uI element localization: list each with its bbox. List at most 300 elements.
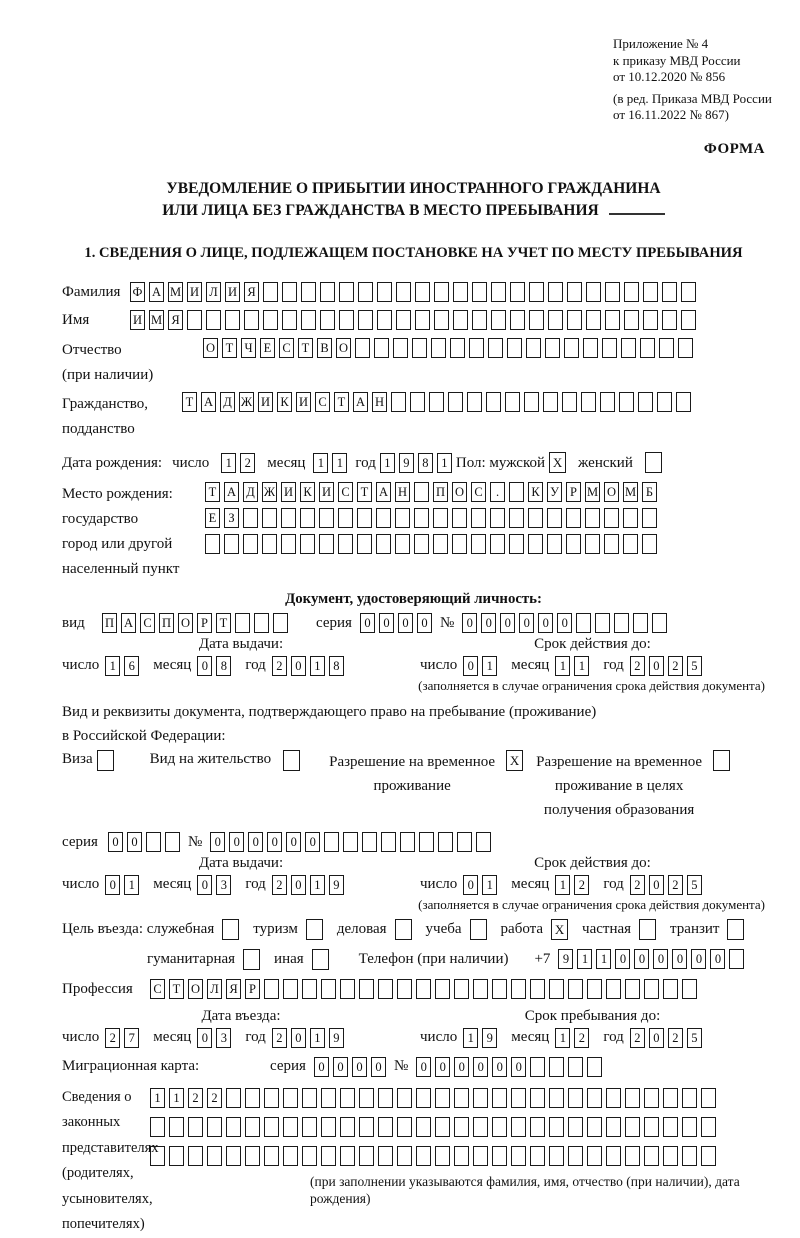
char-cell[interactable] (549, 1057, 564, 1077)
char-cell[interactable] (431, 338, 446, 358)
char-cell[interactable]: Ж (262, 482, 277, 502)
char-cell[interactable] (301, 282, 316, 302)
char-cell[interactable] (545, 338, 560, 358)
char-cell[interactable] (419, 832, 434, 852)
char-cell[interactable] (511, 1088, 526, 1108)
char-cell[interactable]: С (140, 613, 155, 633)
char-cell[interactable]: 0 (352, 1057, 367, 1077)
char-cell[interactable] (509, 482, 524, 502)
char-cell[interactable]: М (149, 310, 164, 330)
char-cell[interactable] (469, 338, 484, 358)
char-cell[interactable] (490, 508, 505, 528)
char-cell[interactable] (510, 310, 525, 330)
purpose-other-checkbox[interactable] (312, 949, 329, 970)
char-cell[interactable] (381, 832, 396, 852)
char-cell[interactable] (566, 534, 581, 554)
char-cell[interactable]: 1 (482, 656, 497, 676)
char-cell[interactable]: 2 (188, 1088, 203, 1108)
char-cell[interactable] (624, 310, 639, 330)
char-cell[interactable] (548, 310, 563, 330)
char-cell[interactable]: О (452, 482, 467, 502)
char-cell[interactable]: М (623, 482, 638, 502)
char-cell[interactable] (492, 979, 507, 999)
char-cell[interactable] (282, 310, 297, 330)
char-cell[interactable] (568, 1088, 583, 1108)
char-cell[interactable]: 1 (124, 875, 139, 895)
char-cell[interactable] (543, 392, 558, 412)
char-cell[interactable] (395, 508, 410, 528)
char-cell[interactable] (586, 282, 601, 302)
char-cell[interactable]: Н (395, 482, 410, 502)
char-cell[interactable]: С (338, 482, 353, 502)
char-cell[interactable]: 0 (105, 875, 120, 895)
char-cell[interactable] (682, 1117, 697, 1137)
char-cell[interactable]: 0 (305, 832, 320, 852)
char-cell[interactable] (604, 508, 619, 528)
char-cell[interactable] (150, 1117, 165, 1137)
char-cell[interactable]: 0 (416, 1057, 431, 1077)
char-cell[interactable] (415, 282, 430, 302)
char-cell[interactable] (273, 613, 288, 633)
char-cell[interactable] (633, 613, 648, 633)
char-cell[interactable]: 2 (630, 656, 645, 676)
char-cell[interactable]: 1 (482, 875, 497, 895)
char-cell[interactable] (302, 1117, 317, 1137)
char-cell[interactable]: 1 (555, 656, 570, 676)
char-cell[interactable] (562, 392, 577, 412)
char-cell[interactable] (416, 1088, 431, 1108)
char-cell[interactable] (587, 1057, 602, 1077)
char-cell[interactable]: З (224, 508, 239, 528)
char-cell[interactable]: К (277, 392, 292, 412)
char-cell[interactable] (450, 338, 465, 358)
char-cell[interactable] (663, 1088, 678, 1108)
char-cell[interactable]: Я (244, 282, 259, 302)
visa-checkbox[interactable] (97, 750, 114, 771)
char-cell[interactable] (492, 1088, 507, 1108)
char-cell[interactable] (340, 979, 355, 999)
char-cell[interactable]: 0 (634, 949, 649, 969)
char-cell[interactable] (400, 832, 415, 852)
char-cell[interactable]: Т (334, 392, 349, 412)
char-cell[interactable]: 2 (272, 1028, 287, 1048)
char-cell[interactable]: А (224, 482, 239, 502)
char-cell[interactable]: 2 (272, 875, 287, 895)
char-cell[interactable] (623, 534, 638, 554)
char-cell[interactable]: И (225, 282, 240, 302)
char-cell[interactable]: А (121, 613, 136, 633)
char-cell[interactable]: 0 (333, 1057, 348, 1077)
char-cell[interactable]: У (547, 482, 562, 502)
char-cell[interactable] (339, 310, 354, 330)
char-cell[interactable] (625, 979, 640, 999)
char-cell[interactable] (606, 1117, 621, 1137)
char-cell[interactable] (491, 282, 506, 302)
char-cell[interactable]: К (300, 482, 315, 502)
char-cell[interactable] (549, 1117, 564, 1137)
char-cell[interactable]: А (376, 482, 391, 502)
char-cell[interactable] (376, 534, 391, 554)
char-cell[interactable] (377, 310, 392, 330)
char-cell[interactable]: П (102, 613, 117, 633)
char-cell[interactable]: 0 (286, 832, 301, 852)
char-cell[interactable]: 8 (418, 453, 433, 473)
char-cell[interactable] (657, 392, 672, 412)
char-cell[interactable] (435, 1088, 450, 1108)
char-cell[interactable] (548, 282, 563, 302)
char-cell[interactable]: С (150, 979, 165, 999)
char-cell[interactable] (643, 282, 658, 302)
char-cell[interactable] (282, 282, 297, 302)
char-cell[interactable] (681, 310, 696, 330)
char-cell[interactable]: П (433, 482, 448, 502)
char-cell[interactable] (644, 979, 659, 999)
char-cell[interactable] (529, 282, 544, 302)
char-cell[interactable] (642, 508, 657, 528)
char-cell[interactable]: 0 (511, 1057, 526, 1077)
char-cell[interactable] (567, 282, 582, 302)
char-cell[interactable]: 0 (360, 613, 375, 633)
char-cell[interactable] (568, 979, 583, 999)
char-cell[interactable]: 0 (291, 875, 306, 895)
char-cell[interactable] (396, 310, 411, 330)
char-cell[interactable]: С (279, 338, 294, 358)
char-cell[interactable] (414, 534, 429, 554)
char-cell[interactable]: 2 (105, 1028, 120, 1048)
char-cell[interactable] (585, 534, 600, 554)
char-cell[interactable] (324, 832, 339, 852)
char-cell[interactable] (338, 534, 353, 554)
char-cell[interactable]: 0 (108, 832, 123, 852)
char-cell[interactable] (454, 1088, 469, 1108)
purpose-transit-checkbox[interactable] (727, 919, 744, 940)
char-cell[interactable] (165, 832, 180, 852)
char-cell[interactable] (300, 508, 315, 528)
char-cell[interactable] (339, 282, 354, 302)
char-cell[interactable] (472, 310, 487, 330)
char-cell[interactable]: А (201, 392, 216, 412)
char-cell[interactable] (549, 1088, 564, 1108)
char-cell[interactable]: Н (372, 392, 387, 412)
char-cell[interactable] (448, 392, 463, 412)
char-cell[interactable]: Я (168, 310, 183, 330)
char-cell[interactable] (378, 979, 393, 999)
char-cell[interactable] (393, 338, 408, 358)
char-cell[interactable] (410, 392, 425, 412)
char-cell[interactable]: 0 (463, 656, 478, 676)
char-cell[interactable]: 0 (462, 613, 477, 633)
char-cell[interactable]: 5 (687, 875, 702, 895)
char-cell[interactable] (374, 338, 389, 358)
char-cell[interactable]: Е (260, 338, 275, 358)
char-cell[interactable] (564, 338, 579, 358)
char-cell[interactable] (507, 338, 522, 358)
char-cell[interactable]: . (490, 482, 505, 502)
char-cell[interactable] (415, 310, 430, 330)
char-cell[interactable]: 1 (169, 1088, 184, 1108)
char-cell[interactable] (600, 392, 615, 412)
char-cell[interactable]: И (296, 392, 311, 412)
char-cell[interactable]: Я (226, 979, 241, 999)
char-cell[interactable] (359, 1088, 374, 1108)
char-cell[interactable] (378, 1117, 393, 1137)
char-cell[interactable] (472, 282, 487, 302)
purpose-official-checkbox[interactable] (222, 919, 239, 940)
char-cell[interactable] (263, 310, 278, 330)
char-cell[interactable]: 1 (313, 453, 328, 473)
char-cell[interactable] (530, 1117, 545, 1137)
char-cell[interactable]: 0 (653, 949, 668, 969)
char-cell[interactable] (264, 1088, 279, 1108)
char-cell[interactable] (359, 1117, 374, 1137)
char-cell[interactable] (433, 508, 448, 528)
char-cell[interactable]: 0 (127, 832, 142, 852)
char-cell[interactable] (492, 1117, 507, 1137)
char-cell[interactable]: 0 (435, 1057, 450, 1077)
char-cell[interactable] (652, 613, 667, 633)
char-cell[interactable]: 6 (124, 656, 139, 676)
char-cell[interactable] (587, 1088, 602, 1108)
char-cell[interactable] (391, 392, 406, 412)
char-cell[interactable]: 0 (417, 613, 432, 633)
char-cell[interactable] (357, 534, 372, 554)
purpose-tourism-checkbox[interactable] (306, 919, 323, 940)
char-cell[interactable] (358, 282, 373, 302)
char-cell[interactable]: А (149, 282, 164, 302)
char-cell[interactable] (206, 310, 221, 330)
char-cell[interactable]: 0 (267, 832, 282, 852)
char-cell[interactable] (528, 534, 543, 554)
char-cell[interactable]: 1 (555, 875, 570, 895)
char-cell[interactable]: 0 (291, 1028, 306, 1048)
char-cell[interactable]: 0 (672, 949, 687, 969)
char-cell[interactable] (235, 613, 250, 633)
char-cell[interactable] (505, 392, 520, 412)
char-cell[interactable]: М (585, 482, 600, 502)
char-cell[interactable]: Т (222, 338, 237, 358)
char-cell[interactable]: 1 (380, 453, 395, 473)
char-cell[interactable] (566, 508, 581, 528)
char-cell[interactable]: 0 (197, 875, 212, 895)
char-cell[interactable] (644, 1088, 659, 1108)
char-cell[interactable] (302, 1088, 317, 1108)
char-cell[interactable] (262, 534, 277, 554)
char-cell[interactable] (467, 392, 482, 412)
char-cell[interactable] (225, 310, 240, 330)
char-cell[interactable] (245, 1088, 260, 1108)
char-cell[interactable] (490, 534, 505, 554)
char-cell[interactable]: 0 (615, 949, 630, 969)
char-cell[interactable] (624, 282, 639, 302)
char-cell[interactable] (416, 979, 431, 999)
char-cell[interactable]: 2 (630, 1028, 645, 1048)
char-cell[interactable]: О (604, 482, 619, 502)
purpose-study-checkbox[interactable] (470, 919, 487, 940)
char-cell[interactable] (586, 310, 601, 330)
char-cell[interactable]: Л (206, 282, 221, 302)
char-cell[interactable]: 1 (463, 1028, 478, 1048)
char-cell[interactable] (729, 949, 744, 969)
char-cell[interactable] (526, 338, 541, 358)
char-cell[interactable]: И (187, 282, 202, 302)
char-cell[interactable] (414, 482, 429, 502)
char-cell[interactable]: 2 (207, 1088, 222, 1108)
char-cell[interactable] (602, 338, 617, 358)
char-cell[interactable]: Т (357, 482, 372, 502)
char-cell[interactable]: Т (298, 338, 313, 358)
char-cell[interactable] (614, 613, 629, 633)
char-cell[interactable] (412, 338, 427, 358)
char-cell[interactable] (414, 508, 429, 528)
char-cell[interactable]: 2 (272, 656, 287, 676)
char-cell[interactable]: М (168, 282, 183, 302)
char-cell[interactable] (357, 508, 372, 528)
char-cell[interactable] (662, 310, 677, 330)
char-cell[interactable] (321, 1088, 336, 1108)
char-cell[interactable]: 0 (500, 613, 515, 633)
char-cell[interactable] (568, 1117, 583, 1137)
char-cell[interactable]: 9 (482, 1028, 497, 1048)
char-cell[interactable] (576, 613, 591, 633)
char-cell[interactable]: 8 (329, 656, 344, 676)
char-cell[interactable] (581, 392, 596, 412)
char-cell[interactable] (207, 1117, 222, 1137)
char-cell[interactable]: 7 (124, 1028, 139, 1048)
char-cell[interactable] (263, 282, 278, 302)
char-cell[interactable]: 0 (454, 1057, 469, 1077)
char-cell[interactable] (243, 508, 258, 528)
char-cell[interactable] (281, 508, 296, 528)
char-cell[interactable]: 3 (216, 875, 231, 895)
char-cell[interactable] (397, 1117, 412, 1137)
char-cell[interactable] (378, 1088, 393, 1108)
char-cell[interactable] (471, 534, 486, 554)
char-cell[interactable] (454, 1117, 469, 1137)
char-cell[interactable]: 0 (492, 1057, 507, 1077)
char-cell[interactable]: 0 (538, 613, 553, 633)
char-cell[interactable]: 0 (229, 832, 244, 852)
char-cell[interactable] (338, 508, 353, 528)
char-cell[interactable] (701, 1117, 716, 1137)
char-cell[interactable] (585, 508, 600, 528)
char-cell[interactable] (169, 1117, 184, 1137)
char-cell[interactable]: 0 (379, 613, 394, 633)
char-cell[interactable]: 0 (314, 1057, 329, 1077)
char-cell[interactable] (663, 979, 678, 999)
char-cell[interactable] (663, 1117, 678, 1137)
char-cell[interactable]: О (336, 338, 351, 358)
char-cell[interactable] (529, 310, 544, 330)
char-cell[interactable] (621, 338, 636, 358)
char-cell[interactable]: Р (245, 979, 260, 999)
char-cell[interactable] (281, 534, 296, 554)
char-cell[interactable]: Л (207, 979, 222, 999)
char-cell[interactable]: 0 (649, 1028, 664, 1048)
char-cell[interactable]: 0 (481, 613, 496, 633)
char-cell[interactable] (254, 613, 269, 633)
char-cell[interactable] (302, 979, 317, 999)
char-cell[interactable]: Т (205, 482, 220, 502)
char-cell[interactable]: 1 (310, 875, 325, 895)
char-cell[interactable] (243, 534, 258, 554)
char-cell[interactable]: 0 (473, 1057, 488, 1077)
char-cell[interactable] (362, 832, 377, 852)
char-cell[interactable] (682, 1088, 697, 1108)
char-cell[interactable]: 1 (596, 949, 611, 969)
char-cell[interactable]: Ж (239, 392, 254, 412)
char-cell[interactable] (659, 338, 674, 358)
char-cell[interactable] (283, 1088, 298, 1108)
char-cell[interactable]: 1 (310, 1028, 325, 1048)
char-cell[interactable] (583, 338, 598, 358)
char-cell[interactable] (434, 310, 449, 330)
char-cell[interactable]: 0 (519, 613, 534, 633)
char-cell[interactable] (397, 979, 412, 999)
sex-female-checkbox[interactable] (645, 452, 662, 473)
char-cell[interactable]: 9 (558, 949, 573, 969)
char-cell[interactable]: Е (205, 508, 220, 528)
char-cell[interactable]: 8 (216, 656, 231, 676)
char-cell[interactable]: 1 (574, 656, 589, 676)
char-cell[interactable] (376, 508, 391, 528)
char-cell[interactable]: Р (566, 482, 581, 502)
char-cell[interactable] (205, 534, 220, 554)
char-cell[interactable]: 2 (574, 875, 589, 895)
char-cell[interactable]: 1 (437, 453, 452, 473)
char-cell[interactable]: 0 (557, 613, 572, 633)
char-cell[interactable] (676, 392, 691, 412)
char-cell[interactable]: 0 (197, 656, 212, 676)
char-cell[interactable]: 0 (398, 613, 413, 633)
char-cell[interactable] (226, 1088, 241, 1108)
char-cell[interactable] (452, 534, 467, 554)
char-cell[interactable] (320, 282, 335, 302)
char-cell[interactable] (340, 1117, 355, 1137)
char-cell[interactable]: Т (182, 392, 197, 412)
char-cell[interactable]: 2 (630, 875, 645, 895)
char-cell[interactable] (488, 338, 503, 358)
sex-male-checkbox[interactable]: X (549, 452, 566, 473)
char-cell[interactable] (452, 508, 467, 528)
char-cell[interactable] (433, 534, 448, 554)
char-cell[interactable]: Т (216, 613, 231, 633)
char-cell[interactable] (264, 979, 279, 999)
char-cell[interactable] (606, 979, 621, 999)
char-cell[interactable] (358, 310, 373, 330)
char-cell[interactable] (547, 508, 562, 528)
char-cell[interactable]: И (258, 392, 273, 412)
char-cell[interactable] (491, 310, 506, 330)
char-cell[interactable] (681, 282, 696, 302)
char-cell[interactable]: 0 (649, 656, 664, 676)
char-cell[interactable]: 0 (210, 832, 225, 852)
char-cell[interactable]: 0 (248, 832, 263, 852)
char-cell[interactable] (355, 338, 370, 358)
purpose-business-checkbox[interactable] (395, 919, 412, 940)
char-cell[interactable] (587, 1117, 602, 1137)
char-cell[interactable] (429, 392, 444, 412)
char-cell[interactable]: Д (220, 392, 235, 412)
char-cell[interactable] (435, 979, 450, 999)
char-cell[interactable]: С (315, 392, 330, 412)
char-cell[interactable] (262, 508, 277, 528)
char-cell[interactable]: 2 (668, 875, 683, 895)
char-cell[interactable]: 1 (332, 453, 347, 473)
char-cell[interactable] (473, 1117, 488, 1137)
char-cell[interactable]: 0 (197, 1028, 212, 1048)
char-cell[interactable]: В (317, 338, 332, 358)
char-cell[interactable] (638, 392, 653, 412)
